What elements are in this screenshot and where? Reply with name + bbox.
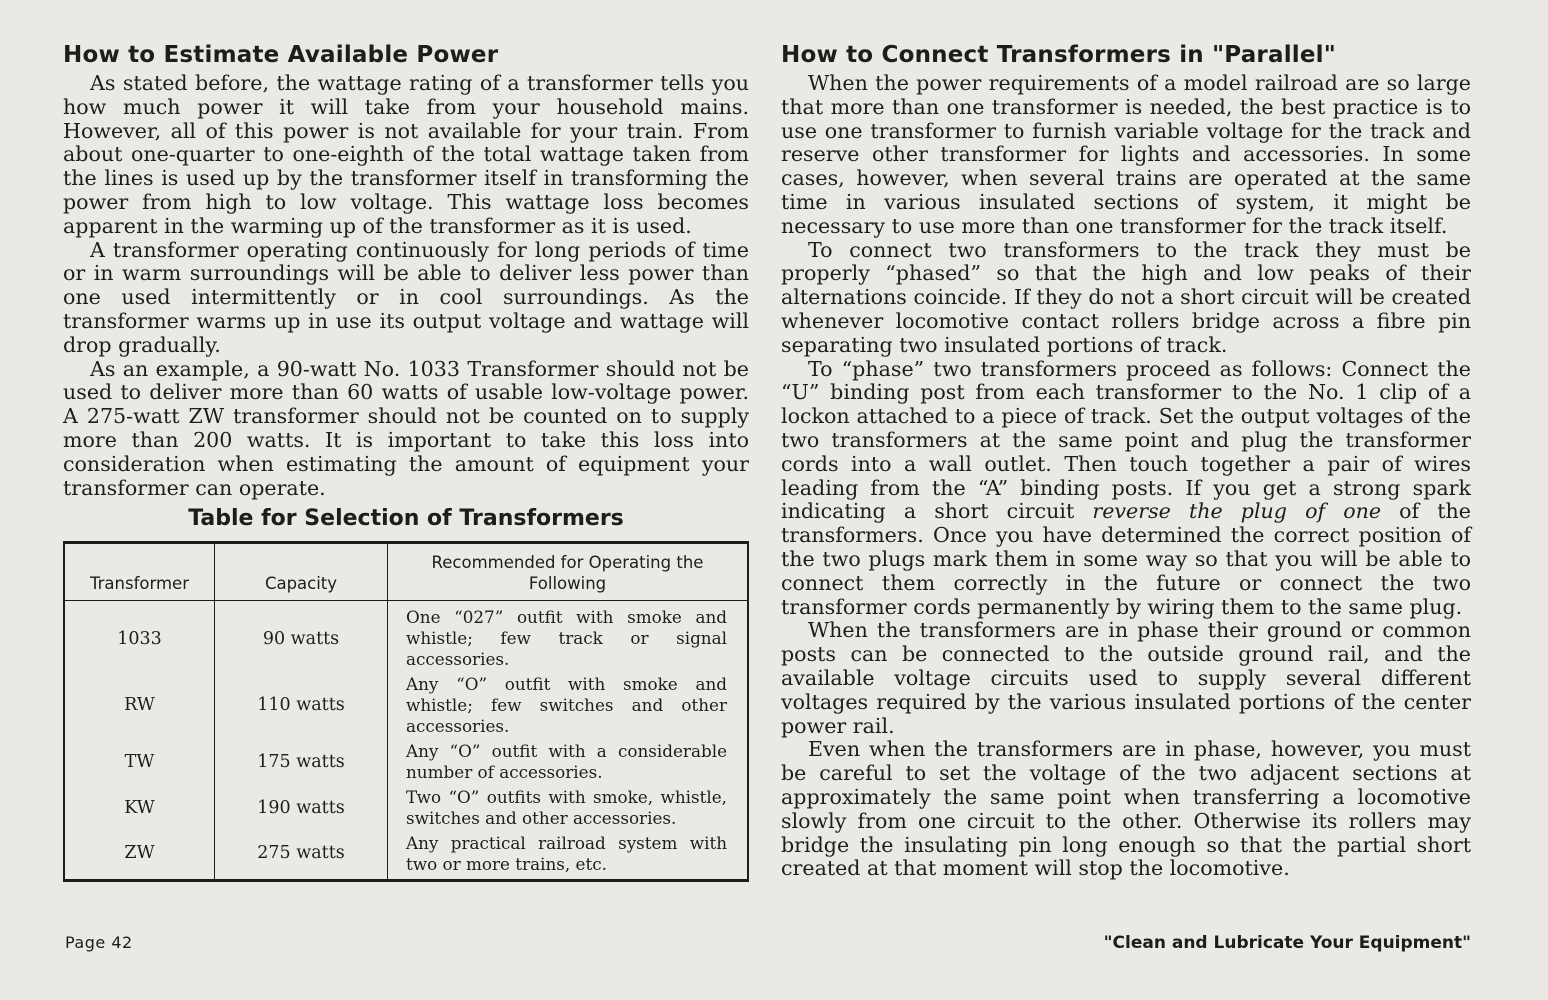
table-row [64, 672, 748, 739]
cell-recommended: Any “O” outfit with a considerable number of accessories. [406, 741, 727, 783]
cell-transformer: KW [64, 785, 215, 831]
cell-capacity: 110 watts [215, 672, 388, 739]
cell-capacity: 175 watts [215, 739, 388, 785]
paragraph: To connect two transformers to the track they must be properly “phased” so that the high and low peaks of their alternations coincide. If they do not a short circuit will be created whenever locomotive contact rollers bridge across a fibre pin separating two insulated portions of track. [781, 237, 1471, 357]
italic-text-run: reverse the plug of one [1092, 499, 1382, 524]
paragraph: As stated before, the wattage rating of a transformer tells you how much power it will take from your household mains. However, all of this power is not available for your train. From about one-quarter to one-eighth of the total wattage taken from the lines is used up by the transformer itself in transforming the power from high to low voltage. This wattage loss becomes apparent in the warming up of the transformer as it is used. [63, 71, 749, 238]
cell-recommended: Any practical railroad system with two or more trains, etc. [406, 833, 727, 875]
cell-capacity: 190 watts [215, 785, 388, 831]
paragraph: When the transformers are in phase their ground or common posts can be connected to the outside ground rail, and the available voltage circuits used to supply several different voltages required by the various insulated portions of the center power rail. [781, 618, 1471, 738]
cell-recommended: Two “O” outfits with smoke, whistle, switches and other accessories. [406, 787, 727, 829]
right-column [781, 40, 1471, 881]
footer-motto: "Clean and Lubricate Your Equipment" [1103, 933, 1471, 953]
cell-capacity: 275 watts [215, 831, 388, 881]
transformer-selection-table [63, 541, 749, 882]
left-column [63, 40, 749, 882]
column-header-transformer: Transformer [64, 543, 215, 601]
paragraph: Even when the transformers are in phase, however, you must be careful to set the voltage of the two adjacent sections at approximately the same point when transferring a locomotive slowly from one circuit to the other. Otherwise its rollers may bridge the insulating pin long enough so that the partial short created at that moment will stop the locomotive. [781, 737, 1471, 881]
table-row [64, 831, 748, 881]
text-run: of the transformers. Once you have determined the correct position of the two plugs mark them in some way so that you will be able to connect them correctly in the future or connect the two transformer cords permanently by wiring them to the same plug. [781, 499, 1471, 619]
page-number: Page 42 [65, 933, 133, 952]
column-header-capacity: Capacity [215, 543, 388, 601]
cell-recommended: One “027” outfit with smoke and whistle; few track or signal accessories. [406, 607, 727, 670]
paragraph: As an example, a 90-watt No. 1033 Transformer should not be used to deliver more than 60 watts of usable low-voltage power. A 275-watt ZW transformer should not be counted on to supply more than 200 watts. It is important to take this loss into consideration when estimating the amount of equipment your transformer can operate. [63, 356, 749, 500]
section-heading-parallel: How to Connect Transformers in "Parallel" [781, 42, 1336, 68]
paragraph: A transformer operating continuously for long periods of time or in warm surroundings will be able to deliver less power than one used intermittently or in cool surroundings. As the transformer warms up in use its output voltage and wattage will drop gradually. [63, 237, 749, 357]
cell-transformer: TW [64, 739, 215, 785]
cell-transformer: RW [64, 672, 215, 739]
section-heading-estimate-power: How to Estimate Available Power [63, 42, 499, 68]
paragraph [781, 358, 1471, 620]
table-title: Table for Selection of Transformers [188, 506, 624, 532]
cell-transformer: ZW [64, 831, 215, 881]
cell-transformer: 1033 [64, 601, 215, 673]
table-row [64, 739, 748, 785]
text-run: To “phase” two transformers proceed as follows: Connect the “U” binding post from each transformer to the No. 1 clip of a lockon attached to a piece of track. Set the output voltages of the two transformers at the same point and plug the transformer cords into a wall outlet. Then touch together a pair of wires leading from the “A” binding posts. If you get a strong spark indicating a short circuit [781, 356, 1471, 524]
cell-recommended: Any “O” outfit with smoke and whistle; few switches and other accessories. [406, 674, 727, 737]
column-header-recommended: Recommended for Operating the Following [388, 543, 749, 601]
table-row [64, 785, 748, 831]
cell-capacity: 90 watts [215, 601, 388, 673]
paragraph: When the power requirements of a model railroad are so large that more than one transformer is needed, the best practice is to use one transformer to furnish variable voltage for the track and reserve other transformer for lights and accessories. In some cases, however, when several trains are operated at the same time in various insulated sections of system, it might be necessary to use more than one transformer for the track itself. [781, 71, 1471, 238]
table-row [64, 601, 748, 673]
